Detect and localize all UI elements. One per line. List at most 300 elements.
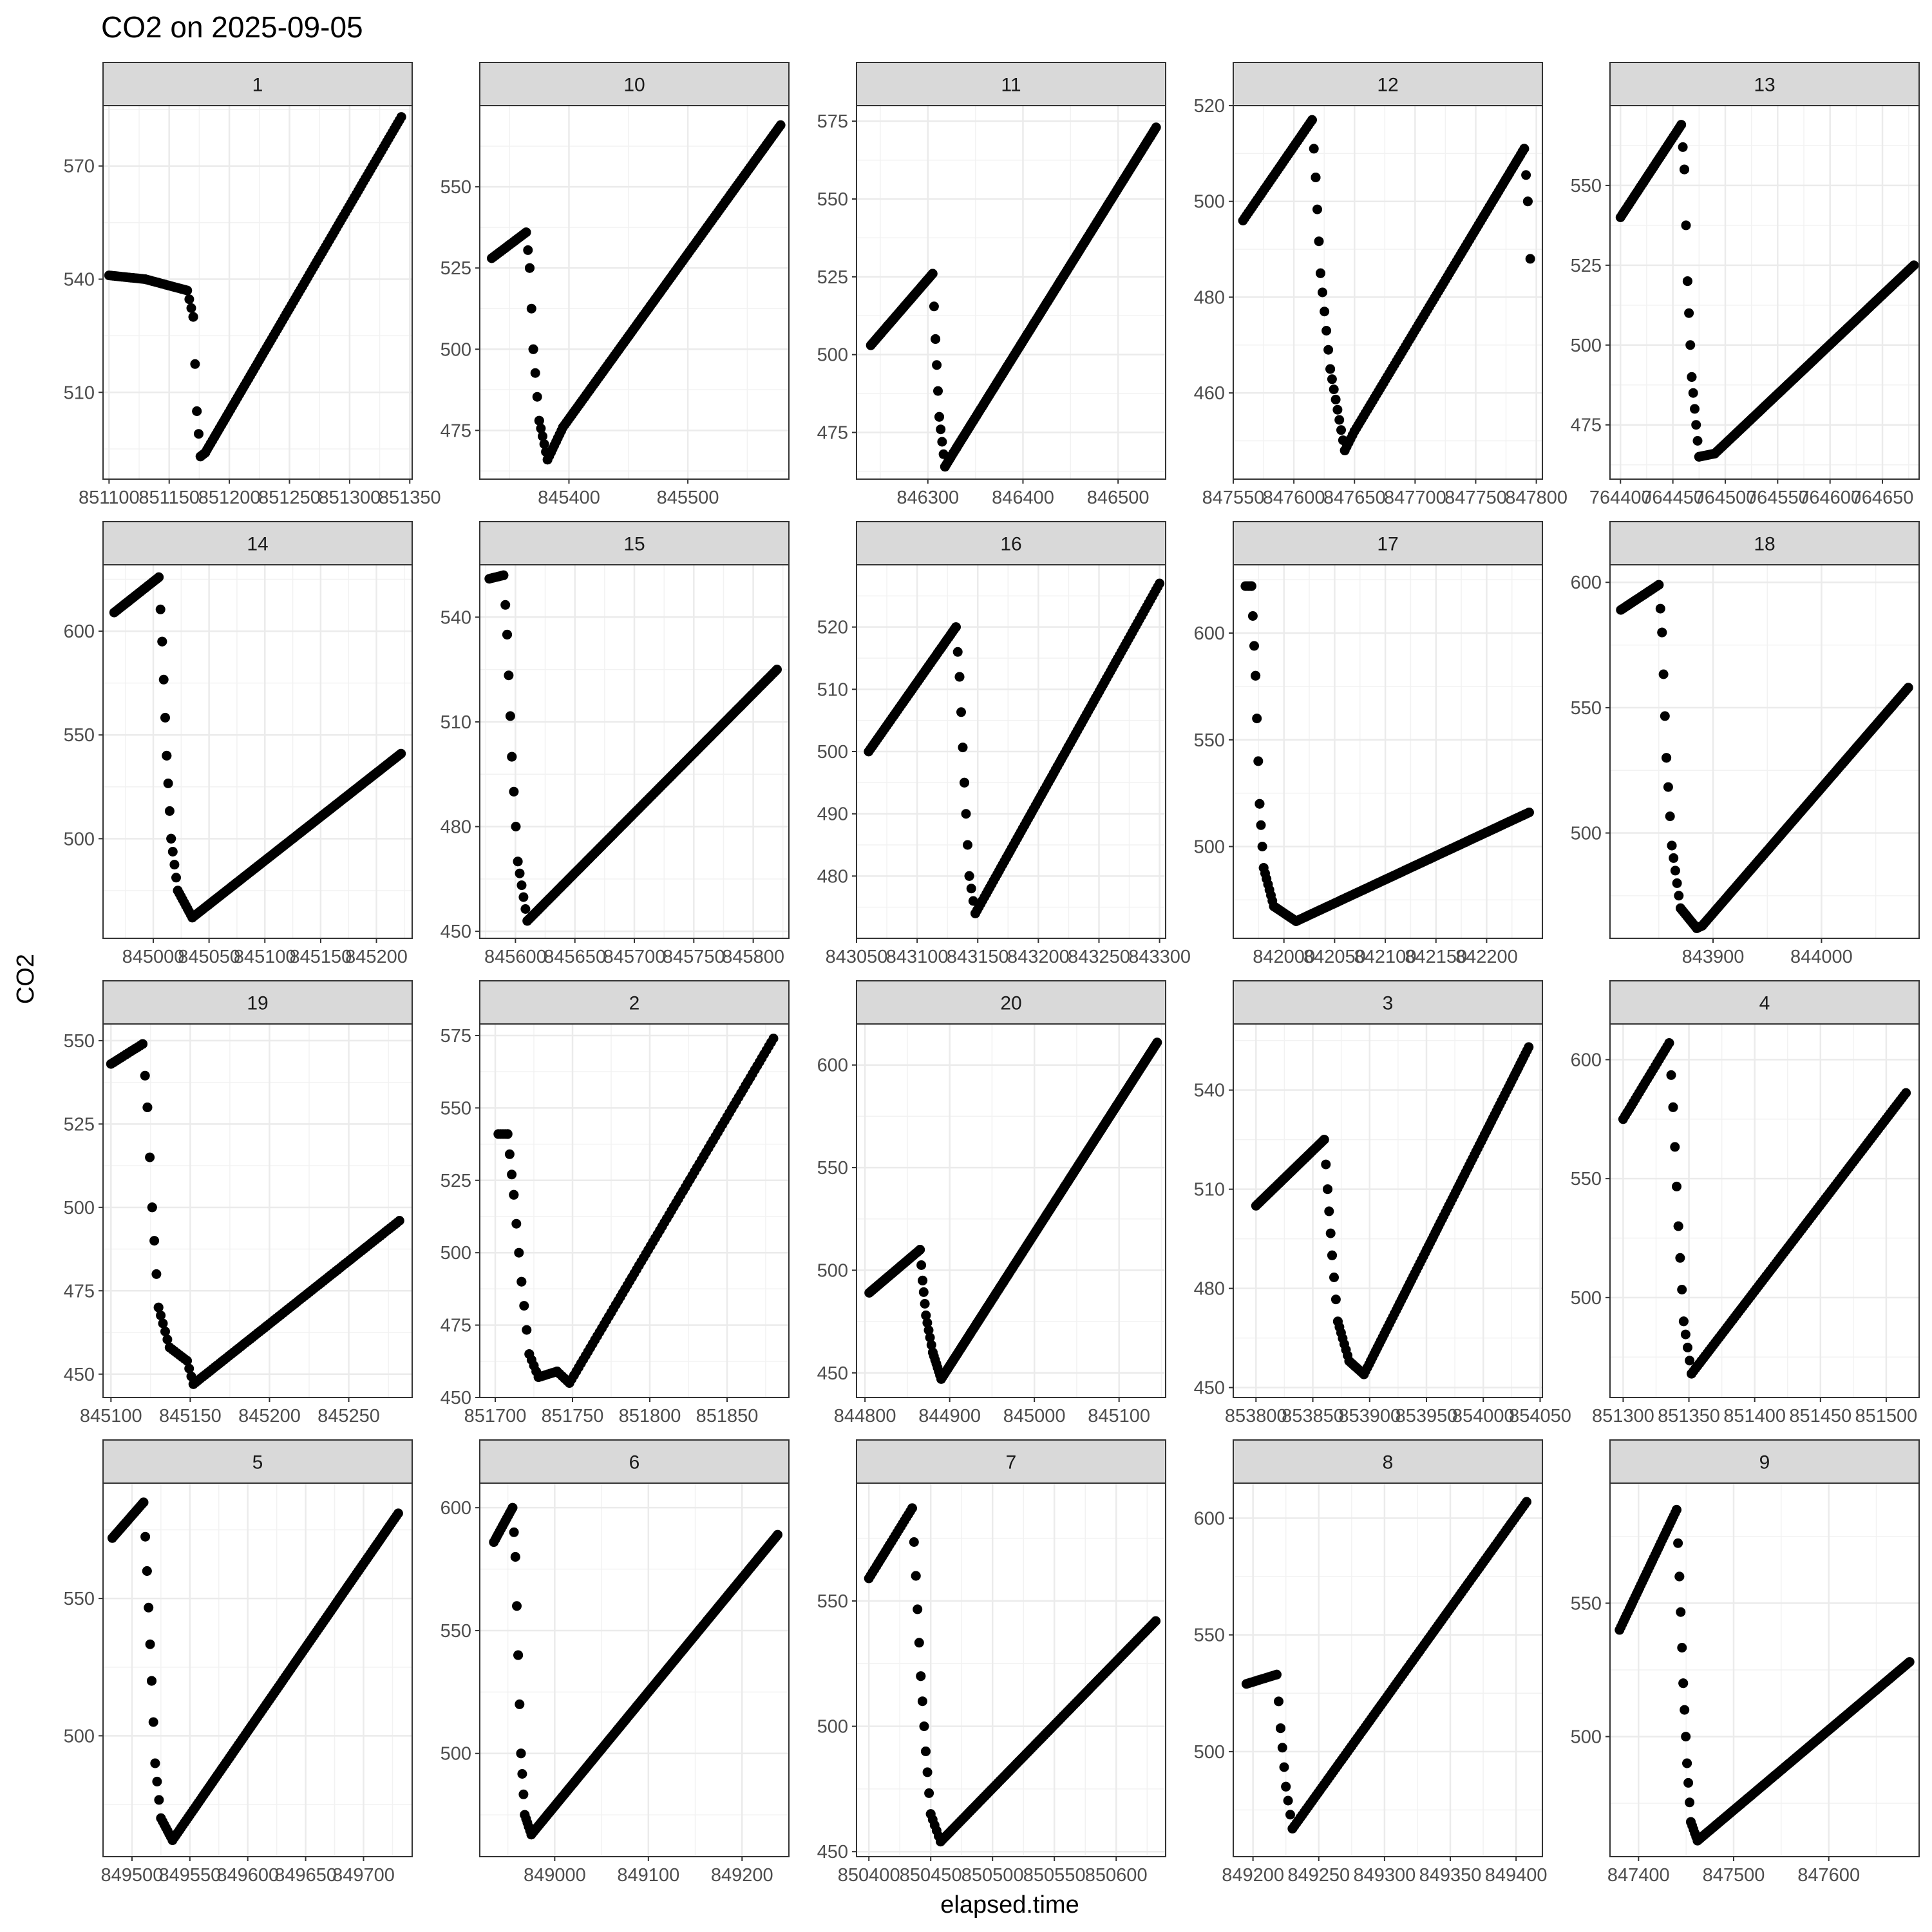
data-point bbox=[1253, 756, 1263, 766]
data-point bbox=[1665, 811, 1675, 821]
data-point bbox=[1320, 1135, 1329, 1144]
facet-panel-12 bbox=[1194, 62, 1567, 508]
data-point bbox=[513, 857, 523, 866]
data-point bbox=[1660, 711, 1670, 721]
y-tick-label: 450 bbox=[63, 1364, 95, 1385]
data-point bbox=[1327, 374, 1337, 384]
facet-strip-label: 2 bbox=[629, 992, 640, 1014]
x-tick-label: 846400 bbox=[992, 488, 1054, 508]
data-point bbox=[1669, 1103, 1678, 1112]
x-tick-label: 842050 bbox=[1303, 947, 1366, 967]
facet-panel-6 bbox=[440, 1440, 789, 1886]
x-tick-label: 845100 bbox=[233, 947, 296, 967]
data-point bbox=[1314, 236, 1324, 246]
x-axis-title: elapsed.time bbox=[940, 1891, 1079, 1918]
y-tick-label: 450 bbox=[817, 1842, 848, 1863]
data-point bbox=[1326, 1229, 1336, 1238]
data-point bbox=[1312, 205, 1322, 214]
y-tick-label: 480 bbox=[1193, 287, 1225, 308]
facet-strip-label: 6 bbox=[629, 1452, 640, 1473]
y-tick-label: 600 bbox=[817, 1055, 848, 1076]
x-tick-label: 851150 bbox=[138, 488, 200, 508]
y-tick-label: 510 bbox=[817, 679, 848, 701]
data-point bbox=[1278, 1743, 1287, 1752]
data-point bbox=[1329, 1273, 1339, 1282]
data-point bbox=[518, 1790, 528, 1799]
data-point bbox=[1332, 405, 1342, 415]
x-tick-label: 847600 bbox=[1797, 1865, 1861, 1886]
data-point bbox=[1671, 866, 1680, 875]
data-point bbox=[138, 1497, 148, 1507]
x-tick-label: 842200 bbox=[1455, 947, 1518, 967]
data-point bbox=[916, 1671, 925, 1681]
data-point bbox=[1905, 1657, 1915, 1667]
data-point bbox=[518, 893, 528, 902]
y-tick-label: 500 bbox=[1193, 1741, 1225, 1763]
data-point bbox=[166, 834, 176, 844]
data-point bbox=[1662, 753, 1671, 762]
data-point bbox=[184, 294, 194, 304]
x-tick-label: 847800 bbox=[1505, 488, 1567, 508]
x-tick-label: 853850 bbox=[1282, 1406, 1344, 1426]
y-tick-label: 510 bbox=[63, 383, 95, 404]
data-point bbox=[1526, 254, 1535, 263]
x-tick-label: 849300 bbox=[1353, 1865, 1416, 1886]
data-point bbox=[1685, 340, 1695, 350]
y-tick-label: 550 bbox=[1570, 1593, 1602, 1615]
data-point bbox=[1663, 782, 1673, 792]
data-point bbox=[154, 573, 164, 582]
plot-background bbox=[480, 106, 789, 479]
data-point bbox=[523, 245, 533, 255]
data-point bbox=[396, 749, 406, 759]
data-point bbox=[1675, 1253, 1685, 1263]
data-point bbox=[1676, 120, 1686, 129]
y-tick-label: 500 bbox=[1570, 823, 1602, 844]
y-tick-label: 550 bbox=[63, 1030, 95, 1052]
y-tick-label: 460 bbox=[1193, 383, 1225, 404]
y-tick-label: 500 bbox=[1570, 335, 1602, 356]
data-point bbox=[515, 869, 525, 878]
x-tick-label: 853800 bbox=[1224, 1406, 1287, 1426]
data-point bbox=[1670, 1142, 1680, 1151]
data-point bbox=[961, 809, 971, 819]
data-point bbox=[502, 630, 512, 639]
data-point bbox=[919, 1287, 929, 1297]
data-point bbox=[958, 743, 968, 752]
data-point bbox=[498, 571, 508, 580]
facet-strip-label: 7 bbox=[1005, 1452, 1017, 1473]
x-tick-label: 843900 bbox=[1681, 947, 1745, 967]
x-tick-label: 854000 bbox=[1452, 1406, 1515, 1426]
x-tick-label: 847550 bbox=[1202, 488, 1265, 508]
x-tick-label: 849600 bbox=[216, 1865, 279, 1886]
data-point bbox=[1685, 1356, 1694, 1365]
data-point bbox=[168, 847, 178, 857]
facet-strip-label: 3 bbox=[1382, 992, 1394, 1014]
data-point bbox=[1677, 1643, 1687, 1653]
data-point bbox=[1683, 1343, 1692, 1352]
y-tick-label: 550 bbox=[1193, 730, 1225, 751]
data-point bbox=[1151, 1616, 1160, 1626]
data-point bbox=[965, 871, 974, 881]
data-point bbox=[1664, 1038, 1674, 1048]
data-point bbox=[1524, 1042, 1533, 1052]
data-point bbox=[960, 778, 969, 788]
data-point bbox=[1683, 1778, 1693, 1788]
data-point bbox=[511, 822, 521, 831]
data-point bbox=[1685, 1797, 1694, 1807]
y-tick-label: 550 bbox=[1570, 1169, 1602, 1190]
x-tick-label: 849350 bbox=[1419, 1865, 1482, 1886]
x-tick-label: 845750 bbox=[662, 947, 725, 967]
data-point bbox=[157, 637, 167, 647]
data-point bbox=[1329, 384, 1339, 394]
facet-strip-label: 1 bbox=[252, 74, 263, 96]
facet-panel-1 bbox=[64, 62, 441, 508]
y-tick-label: 510 bbox=[440, 712, 471, 733]
x-tick-label: 851300 bbox=[318, 488, 381, 508]
x-tick-label: 847700 bbox=[1383, 488, 1446, 508]
data-point bbox=[1657, 628, 1667, 638]
data-point bbox=[1667, 1070, 1676, 1080]
data-point bbox=[182, 286, 192, 296]
data-point bbox=[507, 752, 516, 762]
facet-panel-4 bbox=[1571, 981, 1919, 1426]
data-point bbox=[916, 1260, 926, 1270]
y-tick-label: 550 bbox=[817, 1591, 848, 1612]
data-point bbox=[1155, 579, 1164, 589]
data-point bbox=[918, 1696, 927, 1706]
y-tick-label: 480 bbox=[817, 866, 848, 887]
x-tick-label: 851100 bbox=[79, 488, 140, 508]
data-point bbox=[1331, 1294, 1341, 1304]
y-axis-title: CO2 bbox=[12, 953, 39, 1005]
x-tick-label: 845200 bbox=[345, 947, 408, 967]
data-point bbox=[1904, 683, 1913, 692]
data-point bbox=[1327, 1251, 1337, 1260]
y-tick-label: 600 bbox=[1193, 1508, 1225, 1530]
y-tick-label: 520 bbox=[817, 617, 848, 638]
data-point bbox=[517, 1769, 527, 1779]
facet-strip-label: 14 bbox=[247, 533, 269, 555]
data-point bbox=[1677, 1285, 1687, 1294]
plot-background bbox=[857, 1483, 1166, 1857]
data-point bbox=[1285, 1810, 1295, 1819]
data-point bbox=[1283, 1796, 1293, 1806]
data-point bbox=[142, 1566, 152, 1576]
x-tick-label: 764450 bbox=[1642, 488, 1705, 508]
x-tick-label: 851850 bbox=[696, 1406, 759, 1426]
y-tick-label: 500 bbox=[440, 1743, 471, 1765]
data-point bbox=[192, 406, 202, 416]
x-tick-label: 849200 bbox=[710, 1865, 773, 1886]
data-point bbox=[527, 304, 536, 314]
data-point bbox=[918, 1276, 927, 1285]
data-point bbox=[1654, 580, 1663, 590]
data-point bbox=[1249, 641, 1259, 650]
data-point bbox=[963, 840, 972, 850]
facet-strip-label: 17 bbox=[1377, 533, 1399, 555]
data-point bbox=[511, 1552, 520, 1562]
data-point bbox=[1318, 288, 1327, 298]
data-point bbox=[1681, 1330, 1690, 1340]
data-point bbox=[1674, 891, 1683, 900]
data-point bbox=[507, 1503, 517, 1513]
data-point bbox=[769, 1034, 779, 1043]
x-tick-label: 849100 bbox=[617, 1865, 680, 1886]
y-tick-label: 600 bbox=[63, 621, 95, 643]
data-point bbox=[1901, 1088, 1911, 1098]
x-tick-label: 850550 bbox=[1023, 1865, 1086, 1886]
data-point bbox=[1311, 173, 1321, 182]
facet-strip-label: 12 bbox=[1377, 74, 1399, 96]
x-tick-label: 842100 bbox=[1354, 947, 1417, 967]
data-point bbox=[909, 1537, 919, 1547]
data-point bbox=[1672, 878, 1682, 888]
y-tick-label: 525 bbox=[1570, 255, 1602, 276]
data-point bbox=[1674, 1572, 1684, 1582]
facet-panel-19 bbox=[64, 981, 412, 1426]
data-point bbox=[1523, 196, 1533, 206]
data-point bbox=[1691, 420, 1701, 430]
data-point bbox=[1681, 220, 1691, 230]
y-tick-label: 540 bbox=[63, 269, 95, 290]
data-point bbox=[1679, 1316, 1689, 1326]
data-point bbox=[934, 412, 944, 422]
y-tick-label: 475 bbox=[817, 422, 848, 444]
data-point bbox=[509, 787, 518, 797]
data-point bbox=[967, 884, 976, 893]
x-tick-label: 849550 bbox=[158, 1865, 222, 1886]
data-point bbox=[1687, 372, 1696, 382]
facet-strip-label: 11 bbox=[1001, 74, 1021, 96]
x-tick-label: 845600 bbox=[484, 947, 547, 967]
data-point bbox=[520, 904, 530, 914]
data-point bbox=[533, 392, 542, 402]
x-tick-label: 845700 bbox=[603, 947, 666, 967]
data-point bbox=[907, 1503, 917, 1513]
facet-panel-2 bbox=[440, 981, 789, 1426]
y-tick-label: 575 bbox=[440, 1025, 471, 1046]
facet-panel-14 bbox=[64, 522, 412, 967]
data-point bbox=[505, 1150, 515, 1159]
facet-panel-9 bbox=[1571, 1440, 1919, 1886]
facet-strip-label: 20 bbox=[1000, 992, 1022, 1014]
data-point bbox=[776, 120, 786, 130]
facet-panel-11 bbox=[817, 62, 1166, 508]
data-point bbox=[1669, 853, 1678, 863]
facet-panel-5 bbox=[64, 1440, 412, 1886]
plot-background bbox=[103, 565, 412, 938]
x-tick-label: 847600 bbox=[1262, 488, 1325, 508]
data-point bbox=[913, 1604, 922, 1614]
y-tick-label: 475 bbox=[440, 1315, 471, 1336]
data-point bbox=[1681, 1732, 1690, 1741]
y-tick-label: 575 bbox=[817, 111, 848, 133]
data-point bbox=[395, 1216, 404, 1226]
x-tick-label: 853900 bbox=[1338, 1406, 1401, 1426]
data-point bbox=[146, 1640, 155, 1649]
x-tick-label: 846300 bbox=[896, 488, 960, 508]
facet-strip-label: 9 bbox=[1759, 1452, 1770, 1473]
data-point bbox=[921, 1747, 931, 1756]
plot-background bbox=[857, 106, 1166, 479]
y-tick-label: 500 bbox=[63, 1726, 95, 1747]
y-tick-label: 520 bbox=[1193, 96, 1225, 117]
data-point bbox=[1248, 611, 1258, 621]
y-tick-label: 600 bbox=[1570, 1050, 1602, 1071]
x-tick-label: 850600 bbox=[1084, 1865, 1148, 1886]
y-tick-label: 510 bbox=[1193, 1179, 1225, 1200]
data-point bbox=[397, 112, 406, 122]
y-tick-label: 550 bbox=[440, 1098, 471, 1119]
y-tick-label: 550 bbox=[63, 725, 95, 746]
x-tick-label: 851800 bbox=[618, 1406, 681, 1426]
data-point bbox=[522, 227, 531, 237]
data-point bbox=[190, 359, 200, 369]
facet-strip-label: 8 bbox=[1382, 1452, 1394, 1473]
data-point bbox=[1683, 276, 1692, 286]
y-tick-label: 475 bbox=[1570, 415, 1602, 436]
x-tick-label: 845150 bbox=[289, 947, 352, 967]
data-point bbox=[531, 368, 540, 378]
data-point bbox=[165, 806, 175, 816]
x-tick-label: 847750 bbox=[1444, 488, 1507, 508]
x-tick-label: 845100 bbox=[1088, 1406, 1151, 1426]
facet-strip-label: 16 bbox=[1000, 533, 1022, 555]
data-point bbox=[1519, 144, 1529, 153]
data-point bbox=[914, 1638, 924, 1647]
data-point bbox=[923, 1767, 933, 1777]
data-point bbox=[145, 1153, 155, 1162]
plot-background bbox=[1233, 1024, 1542, 1397]
data-point bbox=[1307, 115, 1317, 125]
data-point bbox=[924, 1788, 934, 1798]
data-point bbox=[1667, 841, 1677, 851]
data-point bbox=[1672, 1505, 1681, 1515]
y-tick-label: 500 bbox=[1193, 837, 1225, 858]
data-point bbox=[929, 301, 939, 311]
data-point bbox=[772, 665, 782, 674]
x-tick-label: 851350 bbox=[1658, 1406, 1720, 1426]
facet-strip-label: 4 bbox=[1759, 992, 1770, 1014]
x-tick-label: 845050 bbox=[178, 947, 241, 967]
y-tick-label: 550 bbox=[1570, 175, 1602, 196]
x-tick-label: 845100 bbox=[79, 1406, 142, 1426]
data-point bbox=[514, 1248, 524, 1258]
data-point bbox=[164, 779, 173, 788]
y-tick-label: 550 bbox=[440, 1620, 471, 1642]
x-tick-label: 842000 bbox=[1253, 947, 1316, 967]
data-point bbox=[911, 1571, 921, 1581]
data-point bbox=[189, 312, 198, 322]
y-tick-label: 500 bbox=[63, 1197, 95, 1218]
y-tick-label: 500 bbox=[1193, 191, 1225, 213]
y-tick-label: 550 bbox=[817, 189, 848, 210]
data-point bbox=[169, 860, 179, 869]
data-point bbox=[511, 1219, 521, 1229]
x-tick-label: 851500 bbox=[1855, 1406, 1918, 1426]
data-point bbox=[151, 1269, 161, 1279]
plot-background bbox=[103, 106, 412, 479]
facet-strip-label: 5 bbox=[252, 1452, 263, 1473]
data-point bbox=[1693, 436, 1703, 446]
y-tick-label: 500 bbox=[817, 1716, 848, 1738]
y-tick-label: 500 bbox=[817, 345, 848, 366]
data-point bbox=[140, 1532, 150, 1542]
x-tick-label: 845650 bbox=[544, 947, 607, 967]
x-tick-label: 851350 bbox=[378, 488, 441, 508]
x-tick-label: 843250 bbox=[1068, 947, 1130, 967]
x-tick-label: 851700 bbox=[464, 1406, 527, 1426]
facet-strip-label: 15 bbox=[623, 533, 645, 555]
y-tick-label: 550 bbox=[817, 1158, 848, 1179]
x-tick-label: 846500 bbox=[1086, 488, 1150, 508]
x-tick-label: 845500 bbox=[656, 488, 719, 508]
data-point bbox=[1281, 1782, 1291, 1792]
data-point bbox=[1659, 670, 1669, 679]
data-point bbox=[156, 605, 166, 614]
data-point bbox=[509, 1190, 518, 1200]
y-tick-label: 450 bbox=[440, 922, 471, 943]
data-point bbox=[1324, 1206, 1334, 1216]
data-point bbox=[1309, 144, 1319, 153]
y-tick-label: 540 bbox=[1193, 1080, 1225, 1101]
data-point bbox=[1247, 582, 1256, 591]
x-tick-label: 849700 bbox=[332, 1865, 395, 1886]
x-tick-label: 844000 bbox=[1790, 947, 1853, 967]
data-point bbox=[1280, 1763, 1289, 1772]
facet-panel-16 bbox=[817, 522, 1191, 967]
data-point bbox=[932, 360, 942, 370]
data-point bbox=[1325, 365, 1335, 374]
data-point bbox=[773, 1530, 782, 1540]
data-point bbox=[1276, 1723, 1285, 1733]
y-tick-label: 540 bbox=[440, 607, 471, 629]
data-point bbox=[953, 647, 963, 657]
data-point bbox=[1522, 1497, 1531, 1507]
x-tick-label: 847500 bbox=[1702, 1865, 1765, 1886]
x-tick-label: 849400 bbox=[1484, 1865, 1548, 1886]
y-tick-label: 490 bbox=[817, 804, 848, 825]
data-point bbox=[504, 670, 513, 680]
x-tick-label: 845150 bbox=[158, 1406, 222, 1426]
data-point bbox=[154, 1795, 164, 1804]
x-tick-label: 850500 bbox=[961, 1865, 1024, 1886]
plot-background bbox=[480, 1024, 789, 1397]
x-tick-label: 844900 bbox=[918, 1406, 981, 1426]
x-tick-label: 845000 bbox=[1003, 1406, 1066, 1426]
x-tick-label: 849650 bbox=[274, 1865, 337, 1886]
data-point bbox=[171, 873, 181, 882]
data-point bbox=[1272, 1670, 1282, 1680]
data-point bbox=[1321, 1160, 1331, 1170]
data-point bbox=[1152, 1037, 1162, 1047]
data-point bbox=[1672, 1182, 1681, 1191]
data-point bbox=[1323, 1184, 1332, 1194]
plot-background bbox=[1610, 565, 1919, 938]
data-point bbox=[1682, 1759, 1692, 1768]
facet-panel-7 bbox=[817, 1440, 1166, 1886]
data-point bbox=[1521, 170, 1531, 180]
facet-panel-8 bbox=[1194, 1440, 1548, 1886]
facet-strip-label: 18 bbox=[1754, 533, 1776, 555]
facet-strip-label: 10 bbox=[623, 74, 645, 96]
data-point bbox=[1673, 1539, 1683, 1548]
y-tick-label: 500 bbox=[817, 742, 848, 762]
x-tick-label: 764550 bbox=[1746, 488, 1809, 508]
